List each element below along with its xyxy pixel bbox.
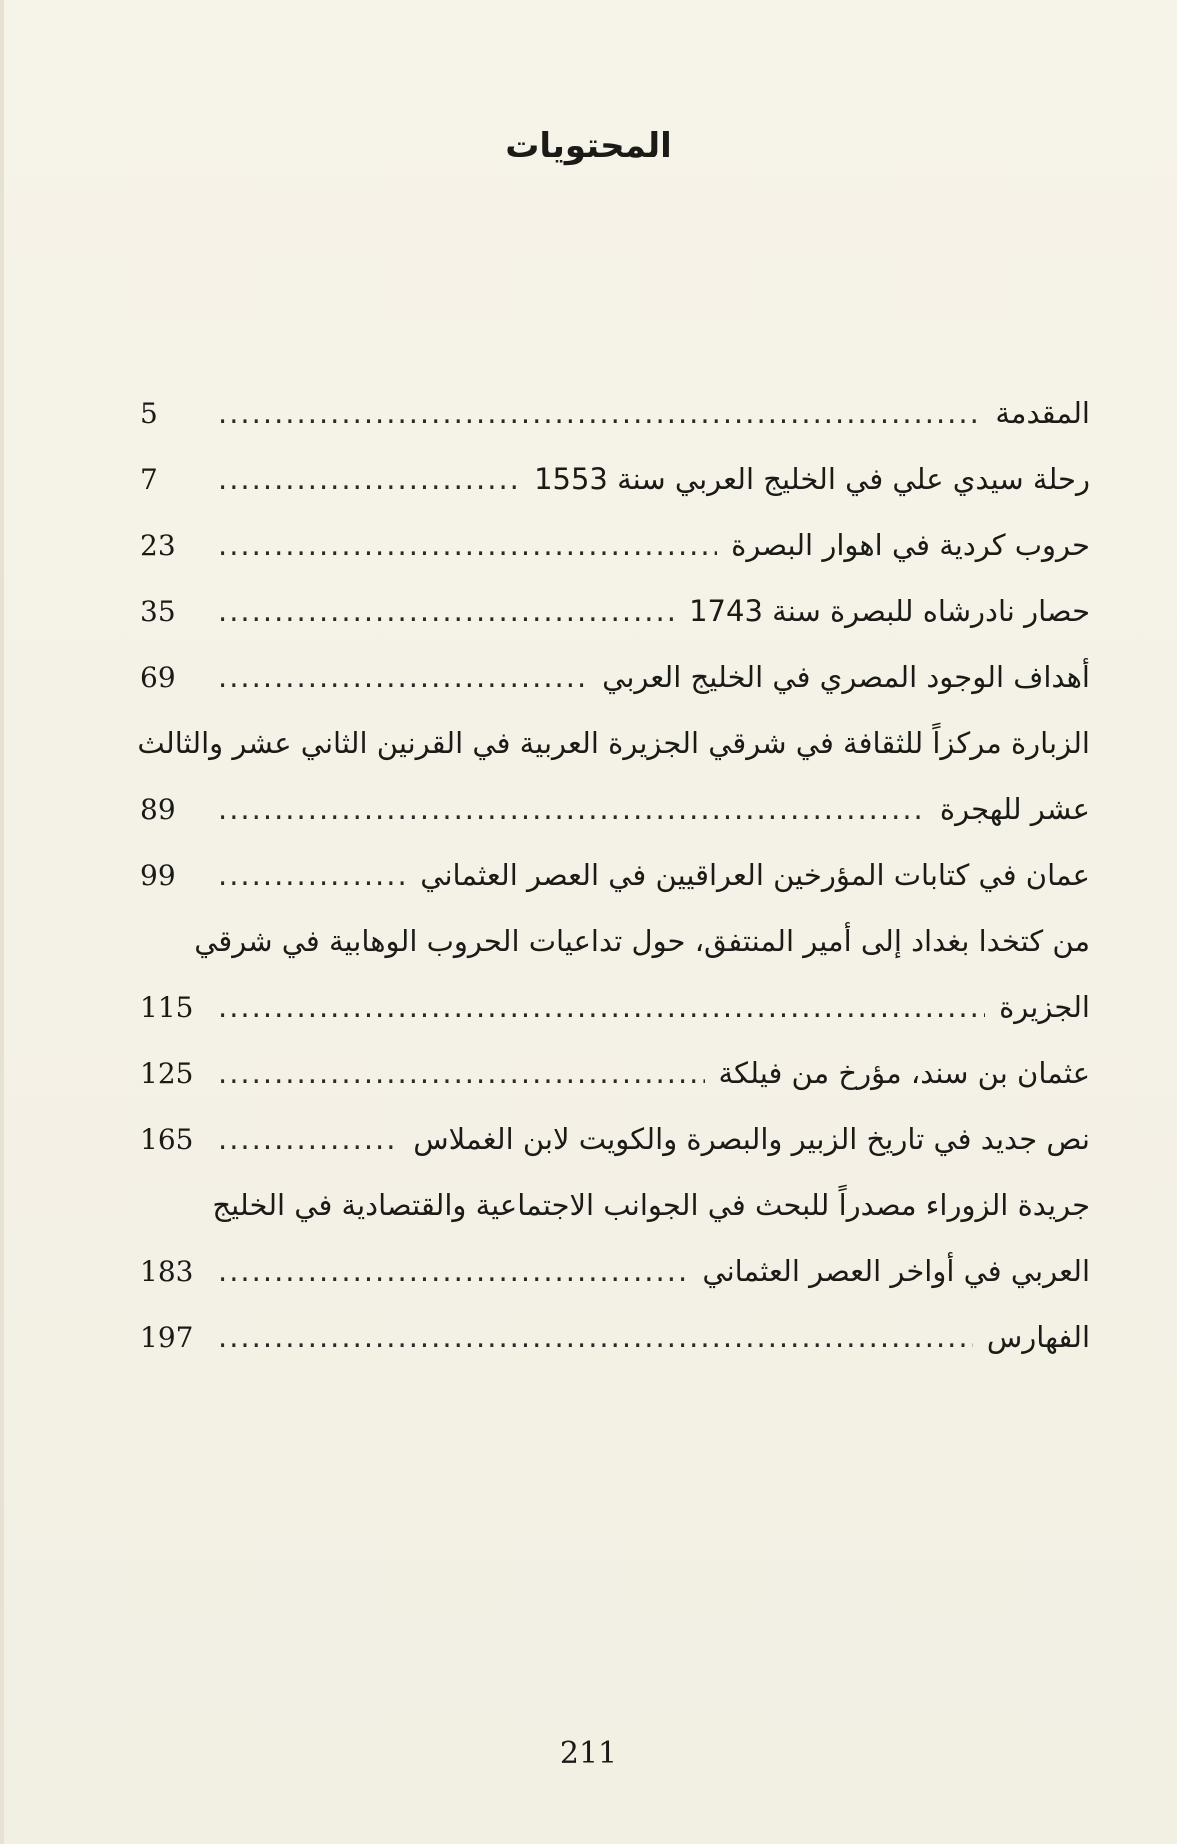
dot-leader (218, 1238, 688, 1304)
toc-entry-title: حصار نادرشاه للبصرة سنة 1743 (689, 594, 1090, 628)
toc-entry-introduction (140, 380, 1090, 446)
dot-leader (218, 776, 926, 842)
dot-leader (218, 842, 406, 908)
toc-entry-title: الفهارس (986, 1320, 1090, 1354)
toc-entry-title: عمان في كتابات المؤرخين العراقيين في العصر العثماني (420, 858, 1090, 892)
toc-page-number: 165 (140, 1123, 194, 1156)
toc-entry-zawraa-newspaper (140, 1172, 1090, 1304)
toc-entry-title: عثمان بن سند، مؤرخ من فيلكة (718, 1056, 1090, 1090)
toc-entry-kurdish-wars (140, 512, 1090, 578)
toc-page-number: 69 (140, 661, 176, 694)
dot-leader (218, 974, 985, 1040)
toc-entry-title: حروب كردية في اهوار البصرة (731, 528, 1090, 562)
toc-entry-zubara (137, 710, 1090, 842)
toc-entry-title-line-2: عشر للهجرة (939, 792, 1090, 826)
dot-leader (218, 1106, 399, 1172)
toc-page-number: 99 (140, 859, 176, 892)
toc-entry-othman-bin-sanad (140, 1040, 1090, 1106)
toc-page-number: 115 (140, 991, 194, 1024)
toc-entry-title: المقدمة (995, 396, 1090, 430)
toc-page-number: 125 (140, 1057, 194, 1090)
dot-leader (218, 1040, 705, 1106)
toc-entry-sidi-ali (140, 446, 1090, 512)
toc-entry-kahya-baghdad (140, 908, 1090, 1040)
page-title: المحتويات (505, 126, 672, 166)
toc-page-number: 89 (140, 793, 176, 826)
dot-leader (218, 644, 588, 710)
page-edge (0, 0, 4, 1844)
toc-page-number: 7 (140, 463, 158, 496)
toc-entry-title-line-2: العربي في أواخر العصر العثماني (702, 1254, 1090, 1288)
toc-page-number: 23 (140, 529, 176, 562)
toc-entry-oman (140, 842, 1090, 908)
toc-entry-title-line-1: جريدة الزوراء مصدراً للبحث في الجوانب الاجتماعية والقتصادية في الخليج (212, 1188, 1090, 1222)
dot-leader (218, 446, 520, 512)
toc-page-number: 5 (140, 397, 158, 430)
toc-entry-title: أهداف الوجود المصري في الخليج العربي (602, 660, 1090, 694)
toc-entry-title-line-2: الجزيرة (999, 990, 1090, 1024)
dot-leader (218, 1304, 973, 1370)
toc-entry-new-text (140, 1106, 1090, 1172)
toc-page-number: 197 (140, 1321, 194, 1354)
toc-entry-indexes (140, 1304, 1090, 1370)
dot-leader (218, 380, 981, 446)
toc-entry-title: نص جديد في تاريخ الزبير والبصرة والكويت لابن الغملاس (413, 1122, 1090, 1156)
toc-entry-title: رحلة سيدي علي في الخليج العربي سنة 1553 (534, 462, 1090, 496)
page-number: 211 (559, 1736, 618, 1771)
toc-page-number: 35 (140, 595, 176, 628)
table-of-contents (137, 380, 1090, 1370)
dot-leader (218, 578, 675, 644)
toc-entry-nadir-shah (140, 578, 1090, 644)
toc-entry-title-line-1: من كتخدا بغداد إلى أمير المنتفق، حول تداعيات الحروب الوهابية في شرقي (194, 924, 1090, 958)
toc-entry-title-line-1: الزبارة مركزاً للثقافة في شرقي الجزيرة العربية في القرنين الثاني عشر والثالث (137, 726, 1090, 760)
toc-entry-egyptian-presence (140, 644, 1090, 710)
toc-page-number: 183 (140, 1255, 194, 1288)
dot-leader (218, 512, 717, 578)
